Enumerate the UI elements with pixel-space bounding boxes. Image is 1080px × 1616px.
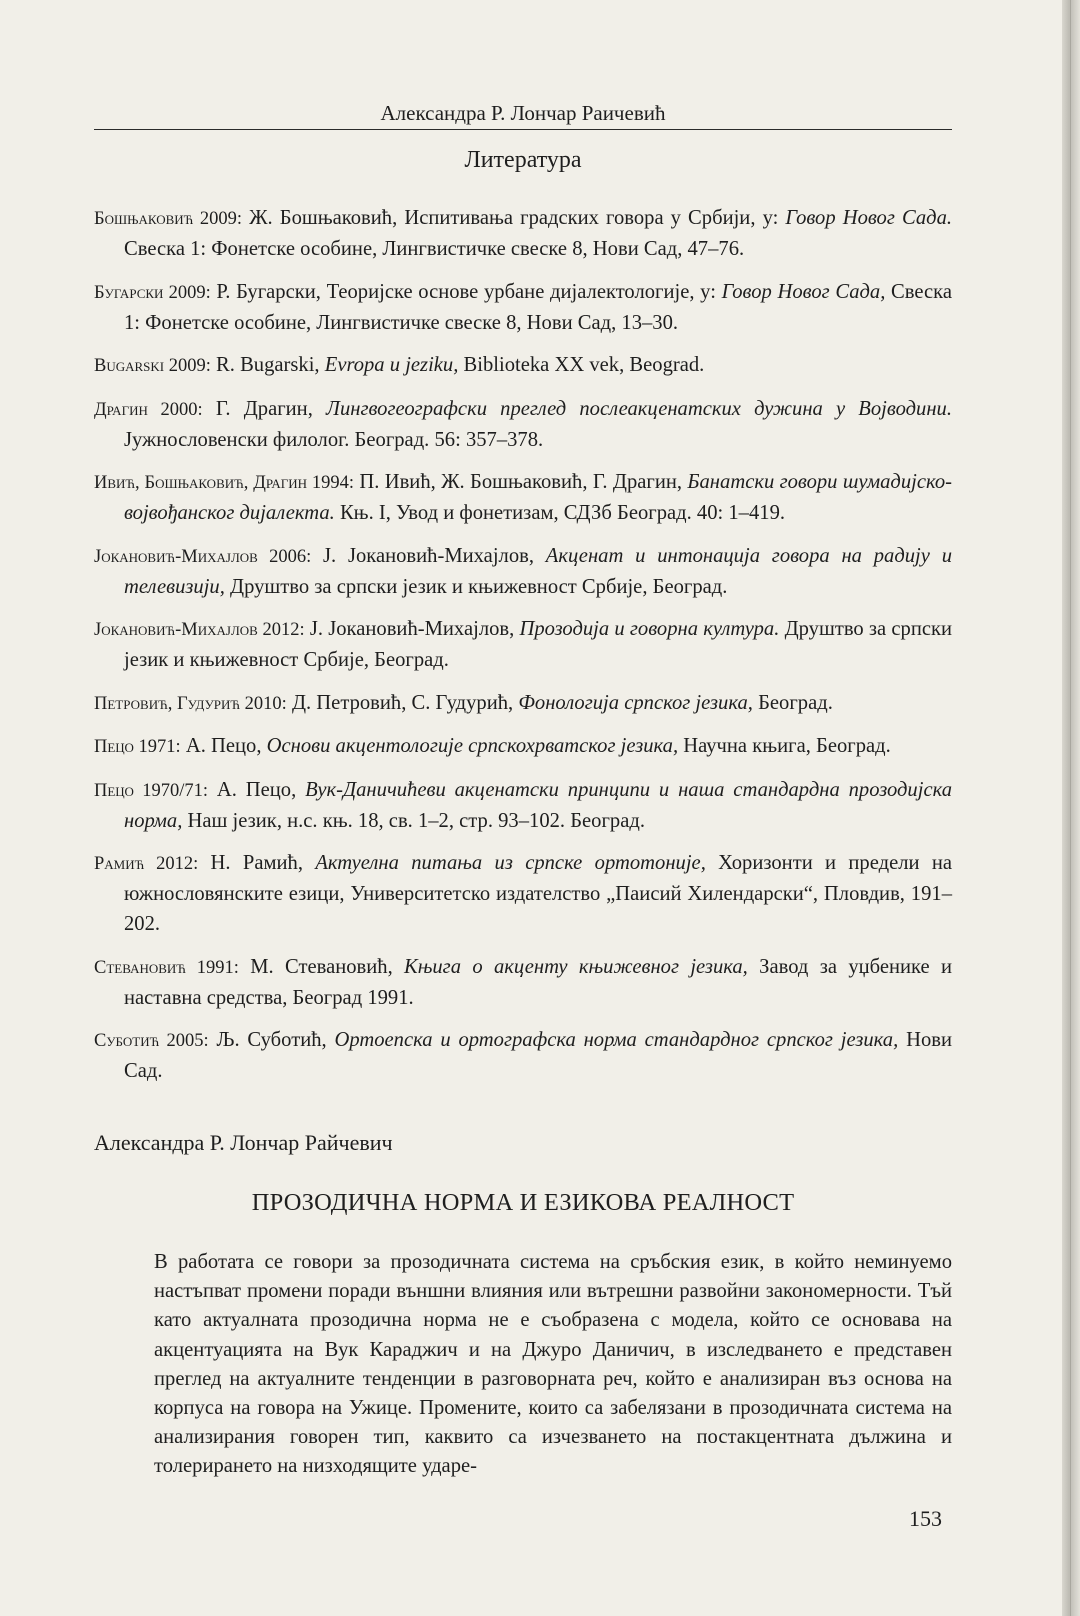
reference-text: Јужнословенски филолог. Београд. 56: 357–378. <box>124 428 544 451</box>
page-edge <box>1062 0 1080 1616</box>
reference-key: Драгин 2000: <box>94 399 203 420</box>
reference-text: Ж. Бошњаковић, Испитивања градских говора у Србији, у: <box>242 207 786 229</box>
reference-title: Вук-Даничићеви акценатски принципи и наша стандардна прозодијска норма, <box>124 778 953 832</box>
summary-title: ПРОЗОДИЧНА НОРМА И ЕЗИКОВА РЕАЛНОСТ <box>251 1189 795 1216</box>
reference-text: Р. Бугарски, Теоријске основе урбане дијалектологије, у: <box>210 280 722 303</box>
reference-text: Књ. I, Увод и фонетизам, СДЗб Београд. 40: 1–419. <box>334 502 786 524</box>
running-head: Александра Р. Лончар Раичевић <box>380 101 666 125</box>
reference-title: Фонологија српског језика, <box>518 691 753 714</box>
reference-text: Завод за уџбенике и наставна средства, Београд 1991. <box>124 955 953 1009</box>
reference-text: Наш језик, н.с. књ. 18, св. 1–2, стр. 93–102. Београд. <box>182 809 645 832</box>
reference-key: Петровић, Гудурић 2010: <box>94 693 287 714</box>
reference-entry <box>94 350 952 381</box>
reference-key: Бугарски 2009: <box>94 282 211 303</box>
reference-key: Суботић 2005: <box>94 1031 209 1051</box>
reference-text: М. Стевановић, <box>238 955 405 978</box>
reference-text: Свеска 1: Фонетске особине, Лингвистичке свеске 8, Нови Сад, 47–76. <box>124 238 745 260</box>
reference-entry <box>94 203 952 264</box>
reference-text: Научна књига, Београд. <box>678 735 891 757</box>
summary-author: Александра Р. Лончар Райчевич <box>94 1130 393 1155</box>
reference-text: Д. Петровић, С. Гудурић, <box>286 691 519 714</box>
reference-entry <box>94 614 952 675</box>
reference-entry <box>94 1025 952 1086</box>
reference-text: А. Пецо, <box>208 778 306 801</box>
reference-title: Актуелна питања из српске ортотоније, <box>315 852 706 874</box>
reference-text: Ј. Јокановић-Михајлов, <box>304 618 520 640</box>
reference-entry <box>94 688 952 719</box>
summary-abstract: В работата се говори за прозодичната система на сръбския език, в който неминуемо настъпват промени поради външни влияния или вътрешни развойни закономерности. Тъй като актуалната прозодична норма не е съобразена с модела, който се основава на акцентуацията на Вук Караджич и на Джуро Даничич, в изследването е представен преглед на актуалните тенденции в разговорната реч, който е анализиран въз основа на корпуса на говора на Ужице. Промените, които са забелязани в прозодичната система на анализирания говорен тип, каквито са изчезването на постакцентната дължина и толерирането на низходящите ударе- <box>154 1251 952 1478</box>
reference-entry <box>94 731 952 762</box>
reference-key: Рамић 2012: <box>94 854 199 874</box>
reference-key: Пецо 1970/71: <box>94 780 209 801</box>
reference-key: Ивић, Бошњаковић, Драгин 1994: <box>94 473 355 493</box>
reference-text: Свеска 1: Фонетске особине, Лингвистичке свеске 8, Нови Сад, 13–30. <box>124 280 952 334</box>
reference-text: П. Ивић, Ж. Бошњаковић, Г. Драгин, <box>354 471 688 493</box>
reference-text: Друштво за српски језик и књижевност Србије, Београд. <box>224 575 728 598</box>
reference-key: Стевановић 1991: <box>94 957 239 978</box>
reference-title: Говор Новог Сада. <box>785 207 953 229</box>
reference-title: Evropa u jeziku, <box>324 354 459 376</box>
reference-text: Београд. <box>752 691 833 714</box>
reference-title: Ортоепска и ортографска норма стандардног српског језика, <box>334 1029 899 1051</box>
reference-title: Банатски говори шумадијско-војвођанског дијалекта. <box>124 471 953 524</box>
reference-text: Друштво за српски језик и књижевност Србије, Београд. <box>124 618 953 671</box>
reference-title: Прозодија и говорна култура. <box>519 618 780 640</box>
reference-key: Бошњаковић 2009: <box>94 209 242 229</box>
reference-key: Bugarski 2009: <box>94 356 211 376</box>
reference-entry <box>94 541 952 602</box>
reference-text: Ј. Јокановић-Михајлов, <box>311 544 546 567</box>
reference-text: Нови Сад. <box>124 1029 952 1082</box>
reference-text: Г. Драгин, <box>202 397 327 420</box>
reference-key: Јокановић-Михајлов 2006: <box>94 546 312 567</box>
reference-entry <box>94 952 952 1013</box>
reference-list <box>94 203 952 1099</box>
reference-key: Пецо 1971: <box>94 737 181 757</box>
reference-text: Хоризонти и предели на южнословянските езици, Университетско издателство „Паисий Хилендарски“, Пловдив, 191–202. <box>124 852 952 935</box>
reference-text: R. Bugarski, <box>210 354 325 376</box>
reference-title: Говор Новог Сада, <box>721 280 886 303</box>
reference-key: Јокановић-Михајлов 2012: <box>94 620 305 640</box>
header-rule <box>94 129 952 130</box>
reference-title: Лингвогеографски преглед послеакценатских дужина у Војводини. <box>326 397 952 420</box>
reference-entry <box>94 848 952 939</box>
reference-text: А. Пецо, <box>180 735 267 757</box>
reference-entry <box>94 467 952 528</box>
reference-text: Љ. Суботић, <box>208 1029 335 1051</box>
section-title: Литература <box>464 147 582 173</box>
reference-text: Н. Рамић, <box>198 852 316 874</box>
reference-text: Biblioteka XX vek, Beograd. <box>458 354 705 376</box>
reference-title: Основи акцентологије српскохрватског језика, <box>266 735 679 757</box>
reference-title: Акценат и интонација говора на радију и телевизији, <box>124 544 953 598</box>
reference-title: Књига о акценту књижевног језика, <box>404 955 748 978</box>
reference-entry <box>94 775 952 836</box>
reference-entry <box>94 394 952 455</box>
page-number: 153 <box>909 1506 942 1531</box>
reference-entry <box>94 277 952 338</box>
